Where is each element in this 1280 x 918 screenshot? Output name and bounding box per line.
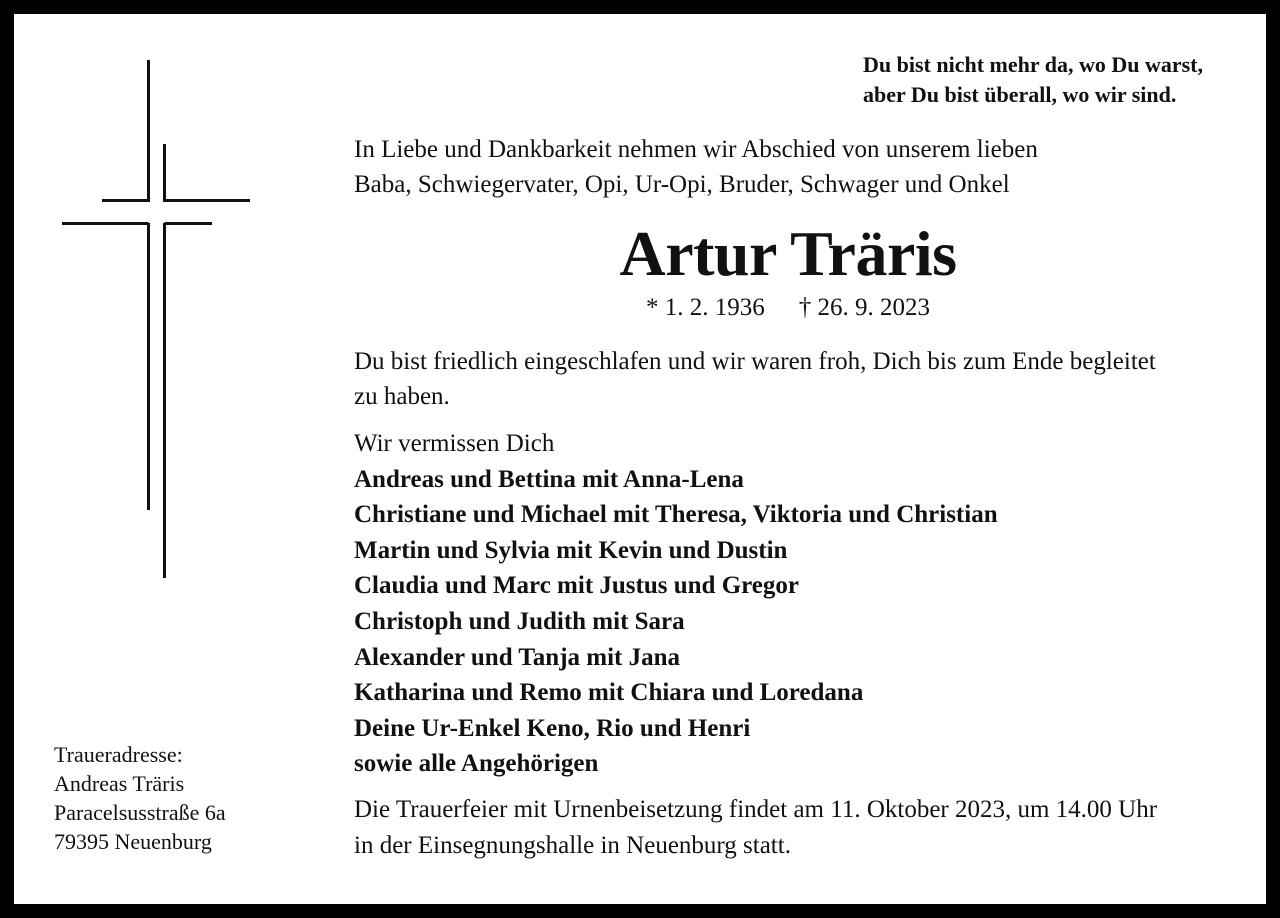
message-line-2: zu haben. (354, 383, 450, 410)
quote-line-1: Du bist nicht mehr da, wo Du warst, (863, 52, 1204, 77)
mourner-entry: sowie alle Angehörigen (354, 750, 599, 778)
intro-line-2: Baba, Schwiegervater, Opi, Ur-Opi, Bruder, Schwager und Onkel (354, 171, 1010, 198)
deceased-name: Artur Träris (619, 218, 957, 289)
epigraph-quote (863, 50, 1263, 110)
cross-icon (14, 14, 314, 614)
farewell-message (354, 344, 1254, 414)
address-name: Andreas Träris (54, 771, 185, 796)
death-date: † 26. 9. 2023 (798, 294, 930, 321)
life-dates (354, 290, 1222, 326)
mourner-entry: Christiane und Michael mit Theresa, Viktoria und Christian (354, 501, 998, 529)
funeral-service-info (354, 792, 1254, 864)
mourner-entry: Martin und Sylvia mit Kevin und Dustin (354, 536, 788, 564)
mourner-entry: Alexander und Tanja mit Jana (354, 643, 681, 671)
address-city: 79395 Neuenburg (54, 829, 212, 854)
service-line-1: Die Trauerfeier mit Urnenbeisetzung findet am 11. Oktober 2023, um 14.00 Uhr (354, 796, 1158, 823)
mourner-entry: Deine Ur-Enkel Keno, Rio und Henri (354, 714, 751, 742)
mourning-address (54, 740, 344, 856)
mourner-names (354, 462, 1254, 782)
intro-text (354, 132, 1254, 202)
mourner-entry: Christoph und Judith mit Sara (354, 607, 685, 635)
obituary-card (14, 14, 1266, 904)
birth-date: * 1. 2. 1936 (646, 294, 765, 321)
mourner-entry: Katharina und Remo mit Chiara und Loredana (354, 679, 864, 707)
mourner-entry: Claudia und Marc mit Justus und Gregor (354, 572, 799, 600)
address-label: Traueradresse: (54, 742, 183, 767)
mourner-entry: Andreas und Bettina mit Anna-Lena (354, 465, 744, 493)
message-line-1: Du bist friedlich eingeschlafen und wir waren froh, Dich bis zum Ende begleitet (354, 348, 1156, 375)
service-line-2: in der Einsegnungshalle in Neuenburg statt. (354, 832, 791, 859)
address-street: Paracelsusstraße 6a (54, 800, 226, 825)
mourners-list (354, 426, 1254, 782)
mourners-lead: Wir vermissen Dich (354, 430, 555, 457)
quote-line-2: aber Du bist überall, wo wir sind. (863, 82, 1177, 107)
intro-line-1: In Liebe und Dankbarkeit nehmen wir Abschied von unserem lieben (354, 136, 1038, 163)
